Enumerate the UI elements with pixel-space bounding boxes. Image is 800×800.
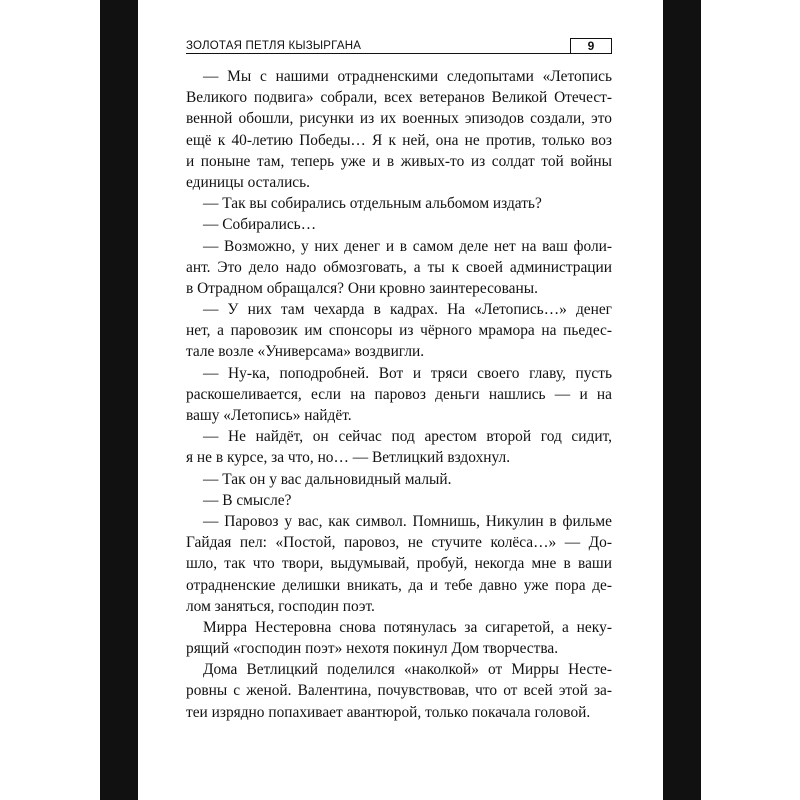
text-line: Дома Ветлицкий поделился «наколкой» от Мирры Несте-	[203, 661, 612, 679]
book-page	[138, 0, 663, 800]
text-line: — Возможно, у них денег и в самом деле нет на ваш фоли-	[203, 237, 612, 255]
text-line: ант. Это дело надо обмозговать, а ты к своей администрации	[186, 258, 612, 276]
right-border-bar	[663, 0, 701, 800]
text-line: — Мы с нашими отрадненскими следопытами «Летопись	[203, 68, 612, 85]
body-text	[186, 66, 612, 723]
text-line: — У них там чехарда в кадрах. На «Летопись…» денег	[203, 301, 612, 319]
text-line: Великого подвига» собрали, всех ветеранов Великой Отечест-	[186, 89, 612, 107]
text-line: нет, а паровозик им спонсоры из чёрного мрамора на пьедес-	[186, 322, 612, 340]
text-line: — Не найдёт, он сейчас под арестом второй год сидит,	[203, 428, 612, 446]
text-line: раскошеливается, если на паровоз деньги нашлись — и на	[186, 385, 612, 403]
header-rule	[186, 53, 570, 54]
text-line: единицы остались.	[186, 173, 310, 191]
text-line: — Паровоз у вас, как символ. Помнишь, Никулин в фильме	[203, 512, 612, 530]
text-line: ещё к 40-летию Победы… Я к ней, она не против, только воз	[186, 131, 612, 149]
text-line: Мирра Нестеровна снова потянулась за сигаретой, а некy-	[203, 618, 612, 636]
text-line: — Ну-ка, поподробней. Вот и тряси своего главу, пусть	[203, 364, 612, 382]
text-line: и поныне там, теперь уже и в живых-то из солдат той войны	[186, 152, 612, 170]
text-line: в Отрадном обращался? Они кровно заинтересованы.	[186, 279, 538, 297]
text-line: я не в курсе, за что, но… — Ветлицкий вздохнул.	[186, 449, 511, 467]
text-line: — Так вы собирались отдельным альбомом издать?	[203, 195, 542, 213]
text-line: вашу «Летопись» найдёт.	[186, 407, 352, 424]
running-title: ЗОЛОТАЯ ПЕТЛЯ КЫЗЫРГАНА	[186, 40, 362, 52]
text-line: венной обошли, рисунки из их военных эпизодов создали, это	[186, 110, 612, 128]
text-line: — Собирались…	[203, 216, 317, 234]
text-line: теи изрядно попахивает авантюрой, только покачала головой.	[186, 703, 591, 721]
text-line: шло, так что твори, выдумывай, пробуй, некогда мне в ваши	[186, 555, 612, 573]
page-number: 9	[570, 38, 612, 54]
left-border-bar	[100, 0, 138, 800]
text-line: Гайдая пел: «Постой, паровоз, не стучите колёса…» — До-	[186, 534, 612, 552]
text-line: — В смысле?	[203, 491, 292, 509]
text-line: ровны с женой. Валентина, почувствовав, что от всей этой за-	[186, 682, 612, 700]
text-line: рящий «господин поэт» нехотя покинул Дом творчества.	[186, 640, 559, 658]
text-line: отрадненские делишки вникать, да и тебе давно уже пора де-	[186, 576, 612, 594]
text-line: тале возле «Универсама» воздвигли.	[186, 343, 425, 361]
text-line: лом заняться, господин поэт.	[186, 597, 375, 615]
text-line: — Так он у вас дальновидный малый.	[203, 470, 452, 488]
